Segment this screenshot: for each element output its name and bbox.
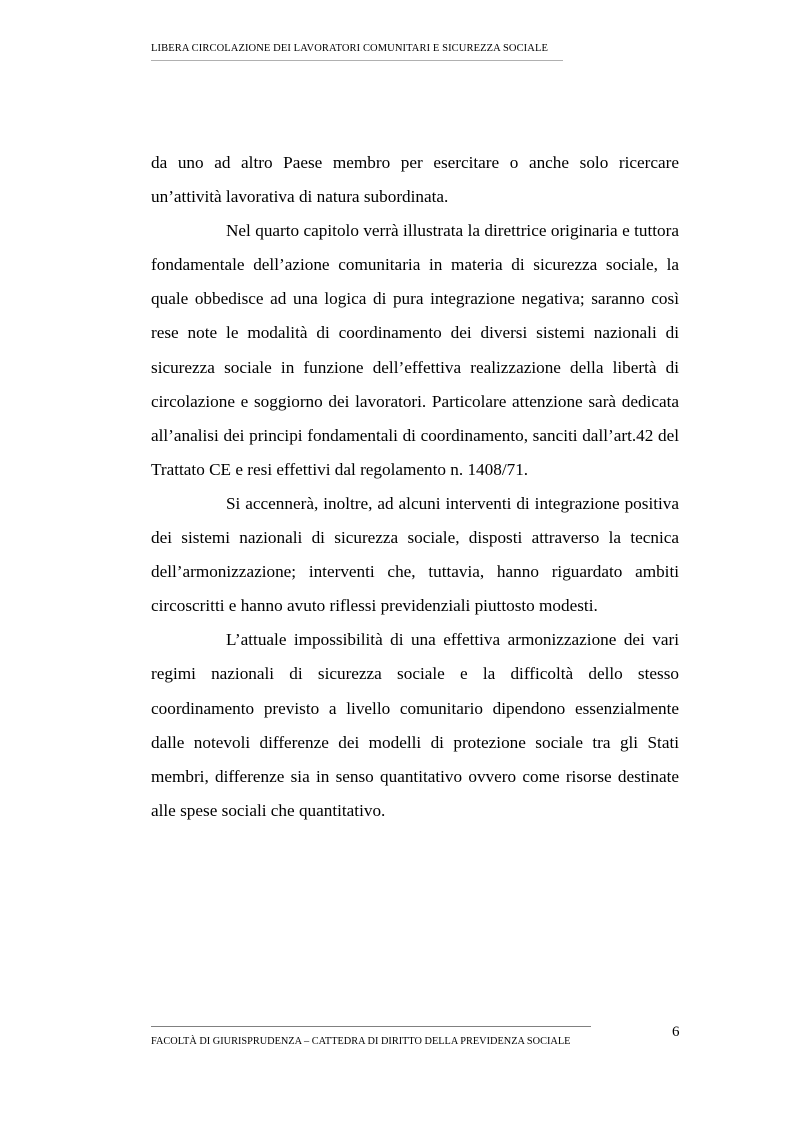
page-header bbox=[151, 43, 563, 61]
body-text bbox=[151, 146, 679, 828]
paragraph-chapter-four: Nel quarto capitolo verrà illustrata la direttrice originaria e tuttora fondamentale dell’azione comunitaria in materia di sicurezza sociale, la quale obbedisce ad una logica di pura integrazione negativa; saranno così rese note le modalità di coordinamento dei diversi sistemi nazionali di sicurezza sociale in funzione dell’effettiva realizzazione della libertà di circolazione e soggiorno dei lavoratori. Particolare attenzione sarà dedicata all’analisi dei principi fondamentali di coordinamento, sanciti dall’art.42 del Trattato CE e resi effettivi dal regolamento n. 1408/71. bbox=[151, 221, 679, 479]
page-footer bbox=[151, 1026, 591, 1047]
footer-faculty-line: FACOLTÀ DI GIURISPRUDENZA – CATTEDRA DI DIRITTO DELLA PREVIDENZA SOCIALE bbox=[151, 1036, 571, 1047]
paragraph-harmonization: Si accennerà, inoltre, ad alcuni interventi di integrazione positiva dei sistemi nazionali di sicurezza sociale, disposti attraverso la tecnica dell’armonizzazione; interventi che, tuttavia, hanno riguardato ambiti circoscritti e hanno avuto riflessi previdenziali piuttosto modesti. bbox=[151, 493, 679, 616]
paragraph-impossibility: L’attuale impossibilità di una effettiva armonizzazione dei vari regimi nazionali di sicurezza sociale e la difficoltà dello stesso coordinamento previsto a livello comunitario dipendono essenzialmente dalle notevoli differenze dei modelli di protezione sociale tra gli Stati membri, differenze sia in senso quantitativo ovvero come risorse destinate alle spese sociali che quantitativo. bbox=[151, 630, 679, 820]
running-title: LIBERA CIRCOLAZIONE DEI LAVORATORI COMUNITARI E SICUREZZA SOCIALE bbox=[151, 43, 548, 54]
page-number: 6 bbox=[672, 1024, 680, 1040]
paragraph-continuation: da uno ad altro Paese membro per esercitare o anche solo ricercare un’attività lavorativa di natura subordinata. bbox=[151, 153, 679, 207]
